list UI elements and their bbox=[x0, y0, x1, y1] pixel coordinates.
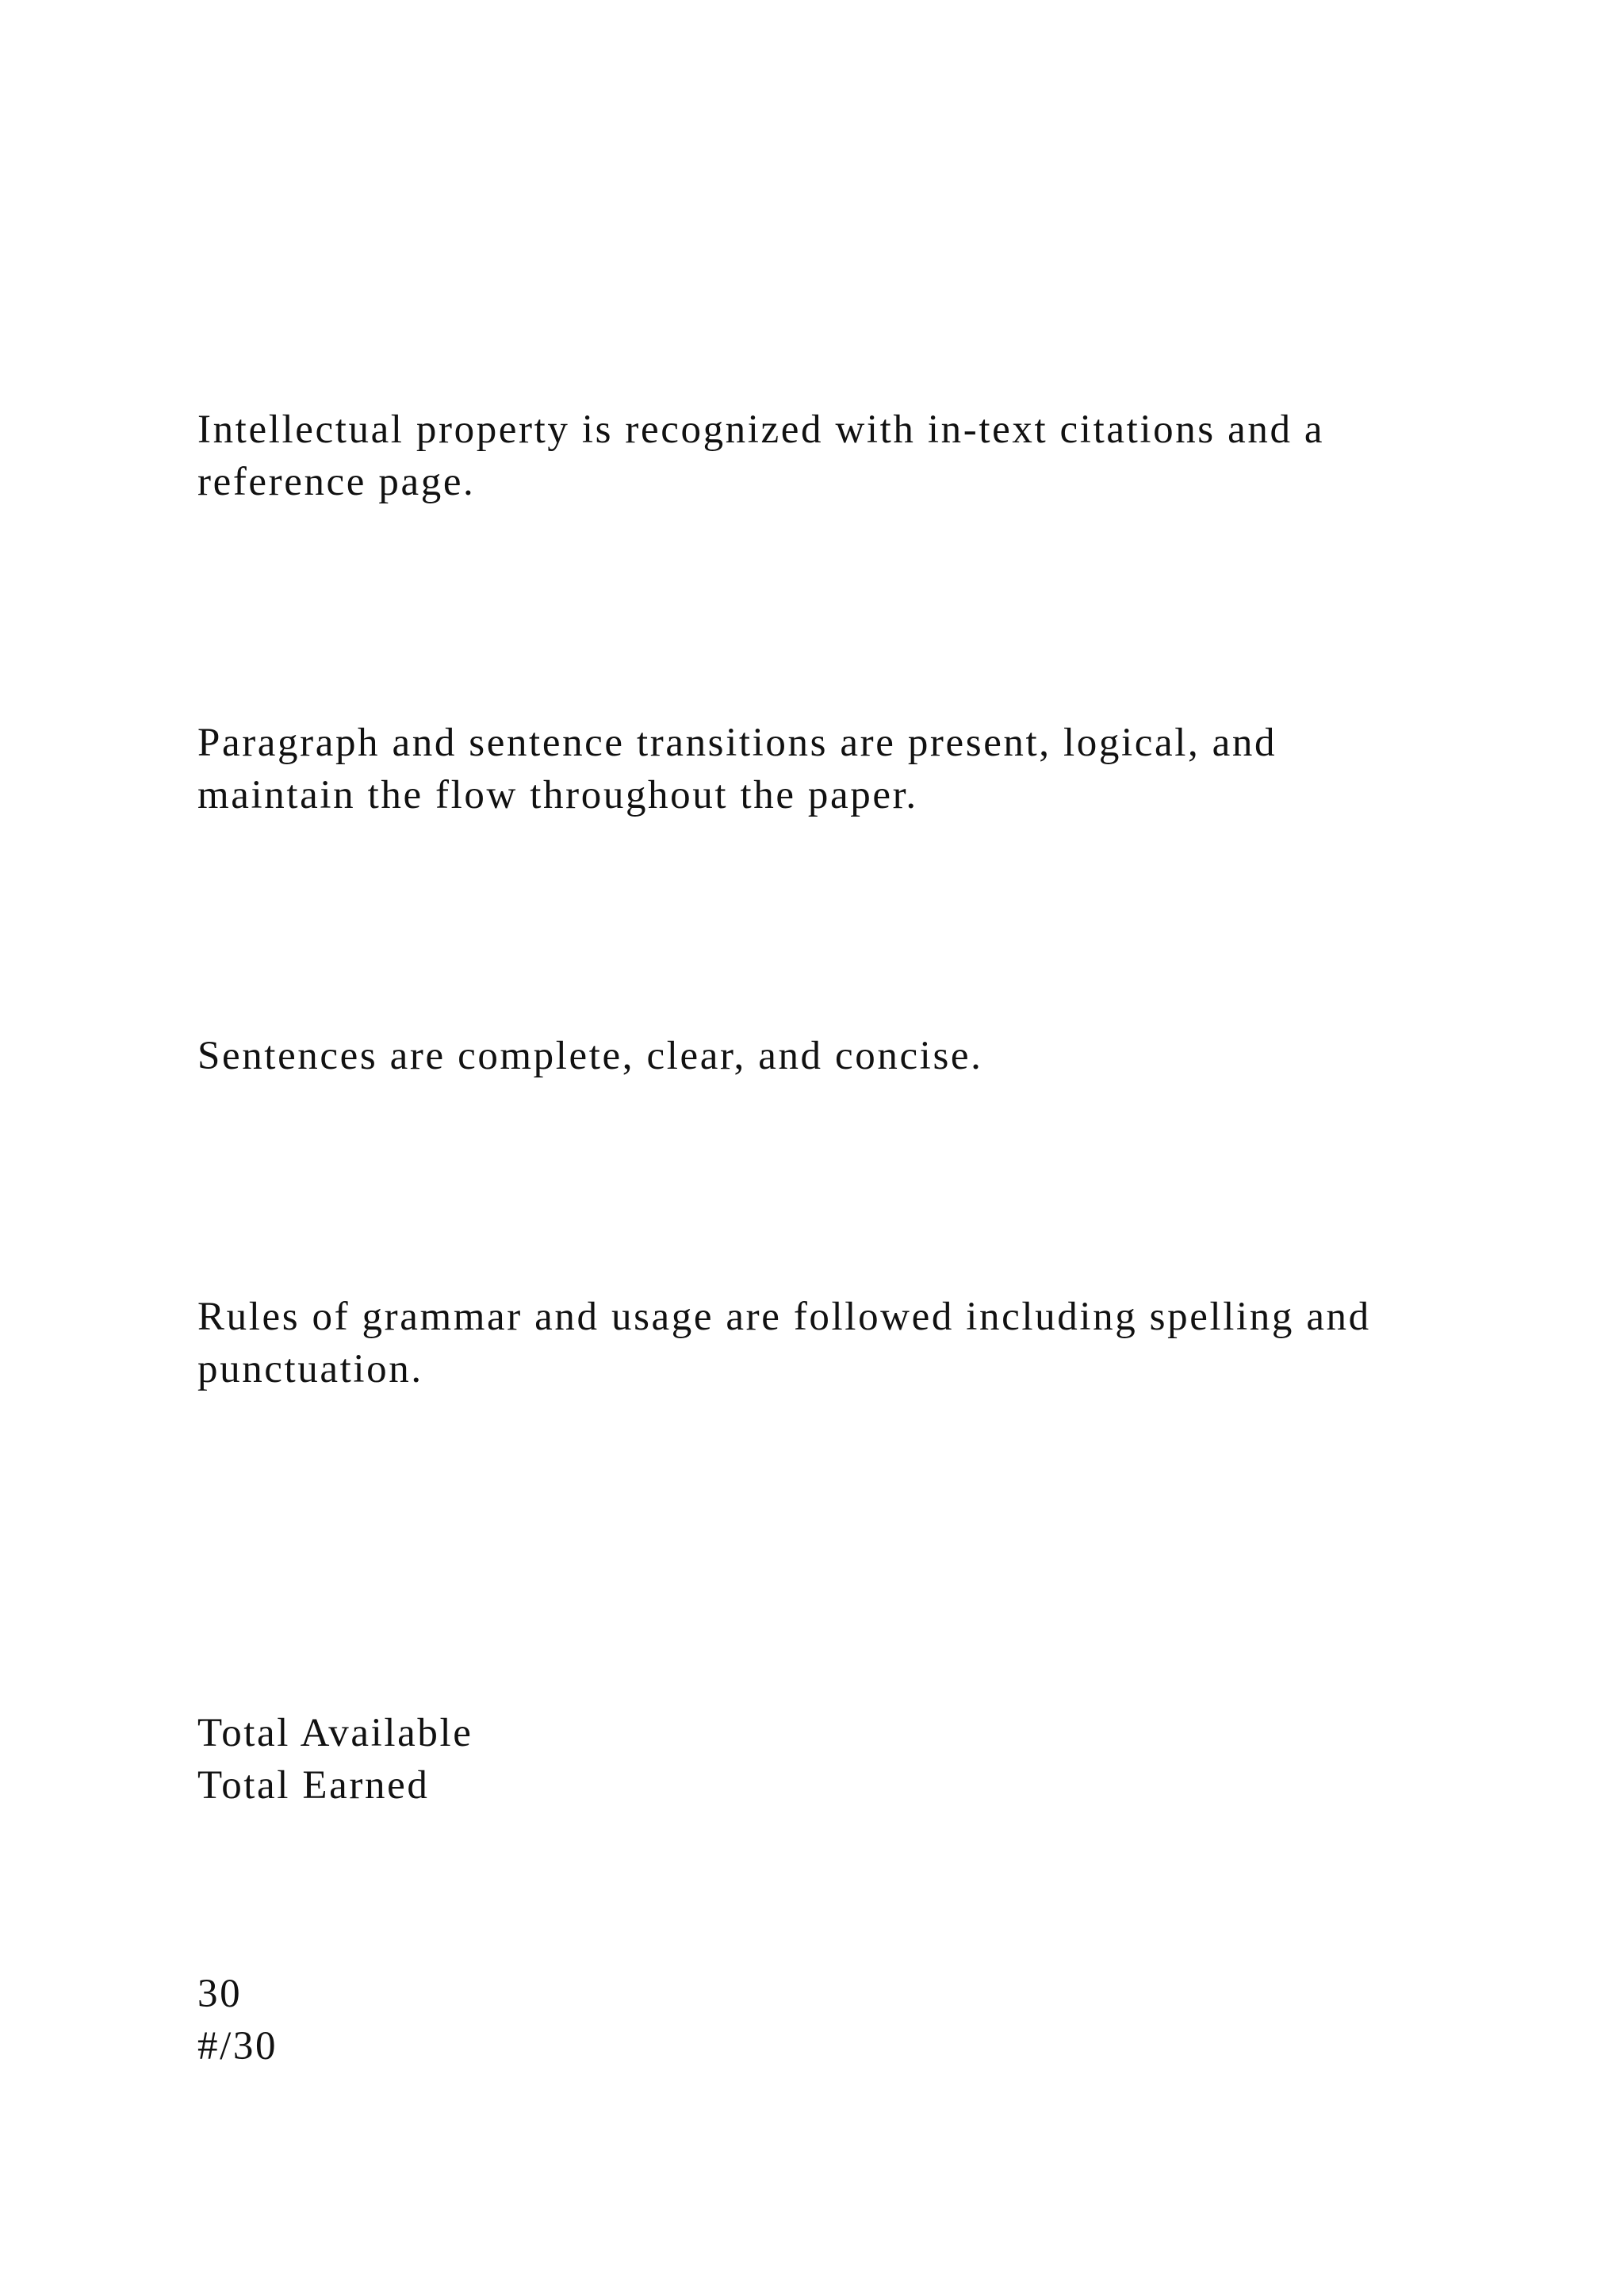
criterion-text-line: Intellectual property is recognized with in-text citations and a bbox=[197, 408, 1325, 452]
criterion-text-line: maintain the flow throughout the paper. bbox=[197, 773, 918, 817]
criterion-text-line: Paragraph and sentence transitions are present, logical, and bbox=[197, 721, 1277, 765]
criterion-text-line: Sentences are complete, clear, and concise. bbox=[197, 1034, 983, 1078]
total-available-label: Total Available bbox=[197, 1711, 473, 1755]
criterion-text-line: reference page. bbox=[197, 460, 476, 504]
criterion-intellectual-property bbox=[197, 404, 1545, 508]
criterion-text-line: Rules of grammar and usage are followed including spelling and bbox=[197, 1295, 1371, 1339]
criterion-transitions bbox=[197, 717, 1545, 821]
criterion-text-line: punctuation. bbox=[197, 1347, 423, 1391]
criterion-grammar bbox=[197, 1291, 1545, 1395]
criterion-sentences bbox=[197, 1030, 1545, 1082]
totals-labels bbox=[197, 1707, 1545, 1812]
total-earned-label: Total Earned bbox=[197, 1763, 430, 1808]
totals-values bbox=[197, 1968, 1545, 2072]
total-available-value: 30 bbox=[197, 1972, 243, 2016]
total-earned-value: #/30 bbox=[197, 2024, 278, 2068]
